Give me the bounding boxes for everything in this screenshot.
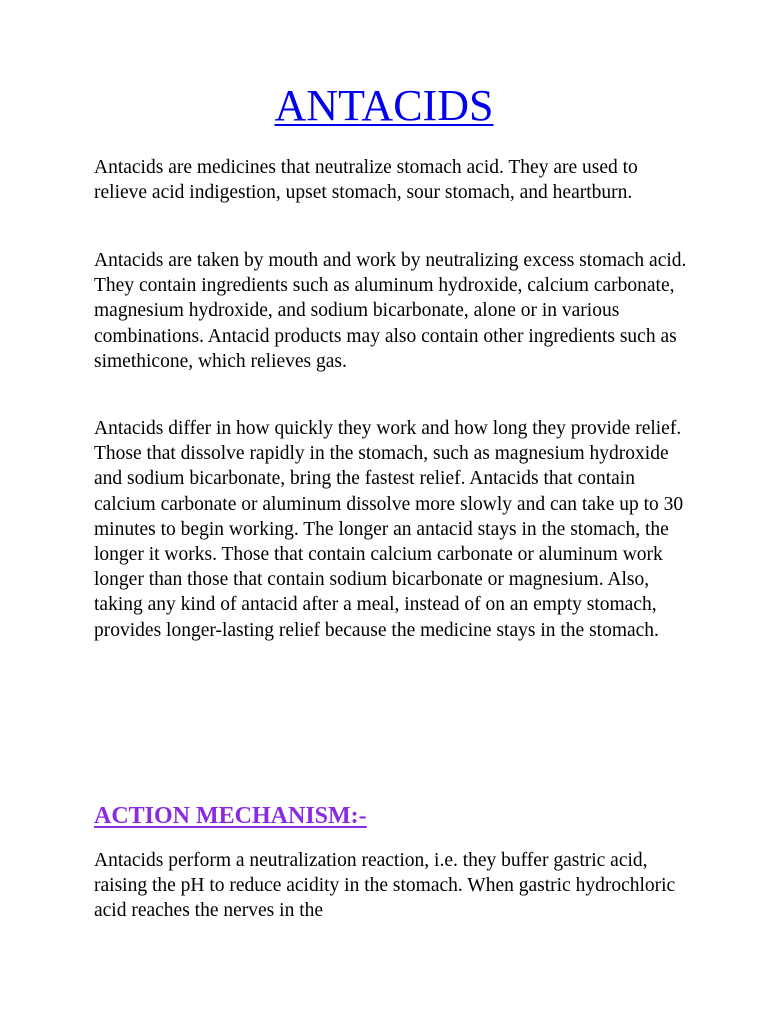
document-title[interactable]: ANTACIDS bbox=[274, 81, 494, 130]
paragraph-action-mechanism: Antacids perform a neutralization reaction, i.e. they buffer gastric acid, raising the pH to reduce acidity in the stomach. When gastric hydrochloric acid reaches the nerves in the bbox=[94, 850, 676, 922]
paragraph-ingredients: Antacids are taken by mouth and work by neutralizing excess stomach acid. They contain ingredients such as aluminum hydroxide, calcium carbonate, magnesium hydroxide, and sodium bicarbonate, alone or in various combinations. Antacid products may also contain other ingredients such as simethicone, which relieves gas. bbox=[94, 250, 687, 372]
section-heading-action-mechanism[interactable]: ACTION MECHANISM:- bbox=[94, 803, 367, 829]
paragraph-relief: Antacids differ in how quickly they work and how long they provide relief. Those that dissolve rapidly in the stomach, such as magnesium hydroxide and sodium bicarbonate, bring the fastest relief. Antacids that contain calcium carbonate or aluminum dissolve more slowly and can take up to 30 minutes to begin working. The longer an antacid stays in the stomach, the longer it works. Those that contain calcium carbonate or aluminum work longer than those that contain sodium bicarbonate or magnesium. Also, taking any kind of antacid after a meal, instead of on an empty stomach, provides longer-lasting relief because the medicine stays in the stomach. bbox=[94, 418, 684, 641]
paragraph-intro: Antacids are medicines that neutralize stomach acid. They are used to relieve acid indigestion, upset stomach, sour stomach, and heartburn. bbox=[94, 157, 638, 204]
